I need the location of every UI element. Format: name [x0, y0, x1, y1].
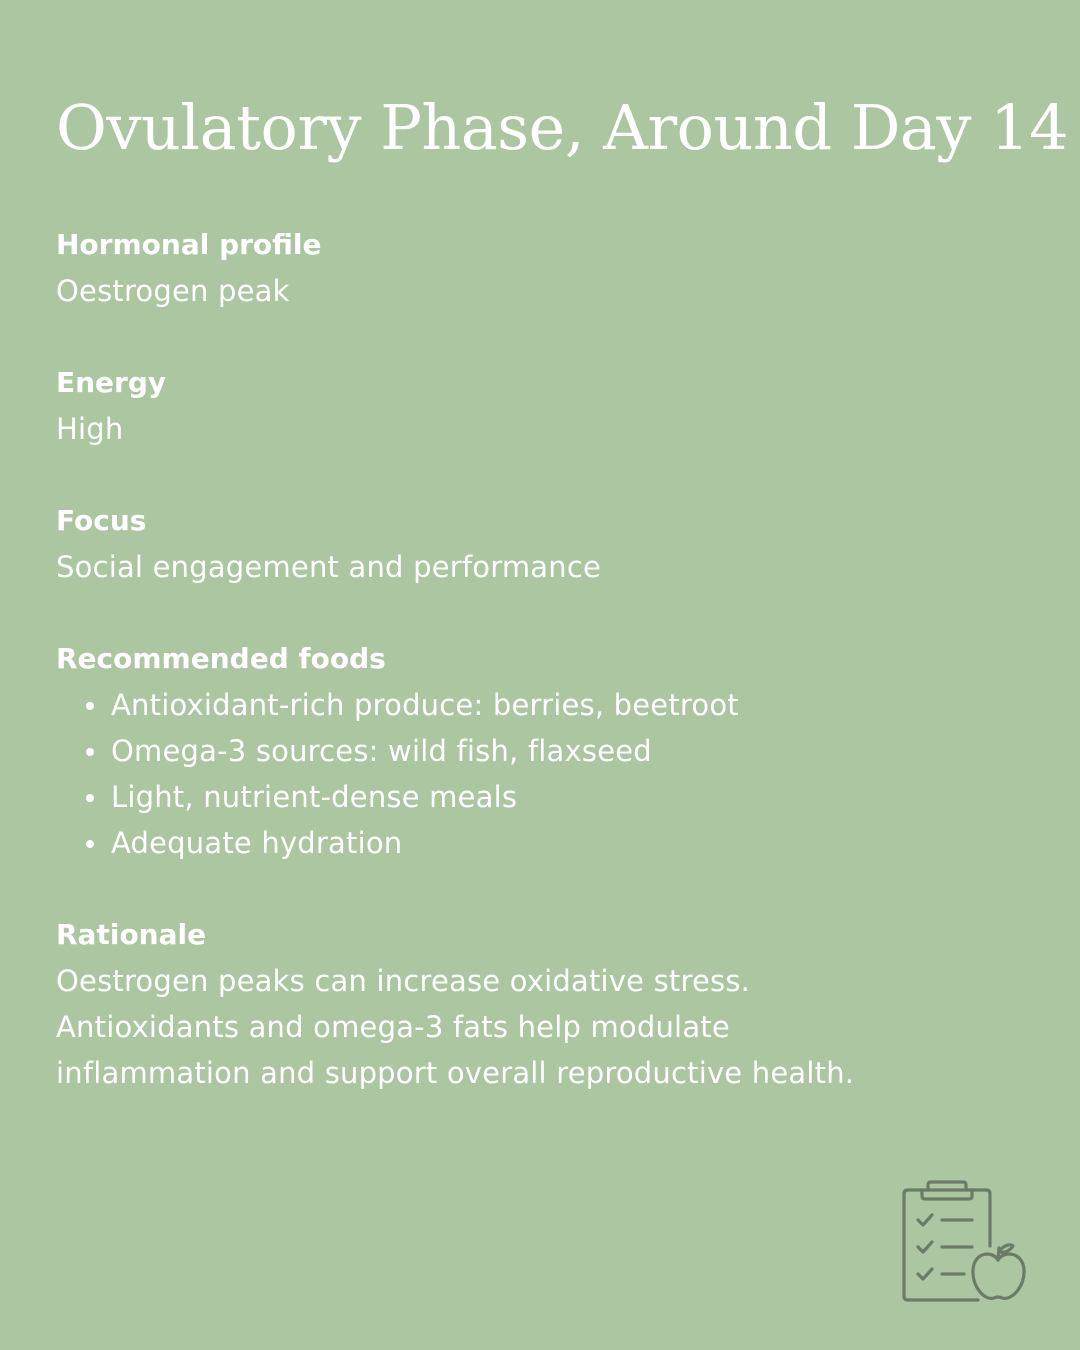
- recommended-foods-list: [56, 682, 1036, 866]
- rationale-text: [56, 958, 1016, 1096]
- phase-details: [56, 222, 1036, 1142]
- list-item: Adequate hydration: [56, 820, 1036, 866]
- list-item: Light, nutrient-dense meals: [56, 774, 1036, 820]
- focus-section: [56, 498, 1036, 590]
- rationale-line: Oestrogen peaks can increase oxidative stress.: [56, 964, 751, 998]
- hormonal-profile-label: Hormonal profile: [56, 228, 322, 261]
- focus-value: Social engagement and performance: [56, 550, 602, 584]
- rationale-line: inflammation and support overall reproductive health.: [56, 1056, 855, 1090]
- hormonal-profile-section: [56, 222, 1036, 314]
- energy-label: Energy: [56, 366, 167, 399]
- list-item: Antioxidant-rich produce: berries, beetroot: [56, 682, 1036, 728]
- rationale-line: Antioxidants and omega-3 fats help modulate: [56, 1010, 730, 1044]
- recommended-foods-label: Recommended foods: [56, 642, 386, 675]
- energy-value: High: [56, 412, 124, 446]
- recommended-foods-section: [56, 636, 1036, 866]
- energy-section: [56, 360, 1036, 452]
- rationale-label: Rationale: [56, 918, 207, 951]
- hormonal-profile-value: Oestrogen peak: [56, 274, 290, 308]
- page-title: Ovulatory Phase, Around Day 14: [56, 91, 1069, 164]
- focus-label: Focus: [56, 504, 147, 537]
- list-item: Omega-3 sources: wild fish, flaxseed: [56, 728, 1036, 774]
- rationale-section: [56, 912, 1036, 1096]
- clipboard-apple-icon: [898, 1180, 1030, 1306]
